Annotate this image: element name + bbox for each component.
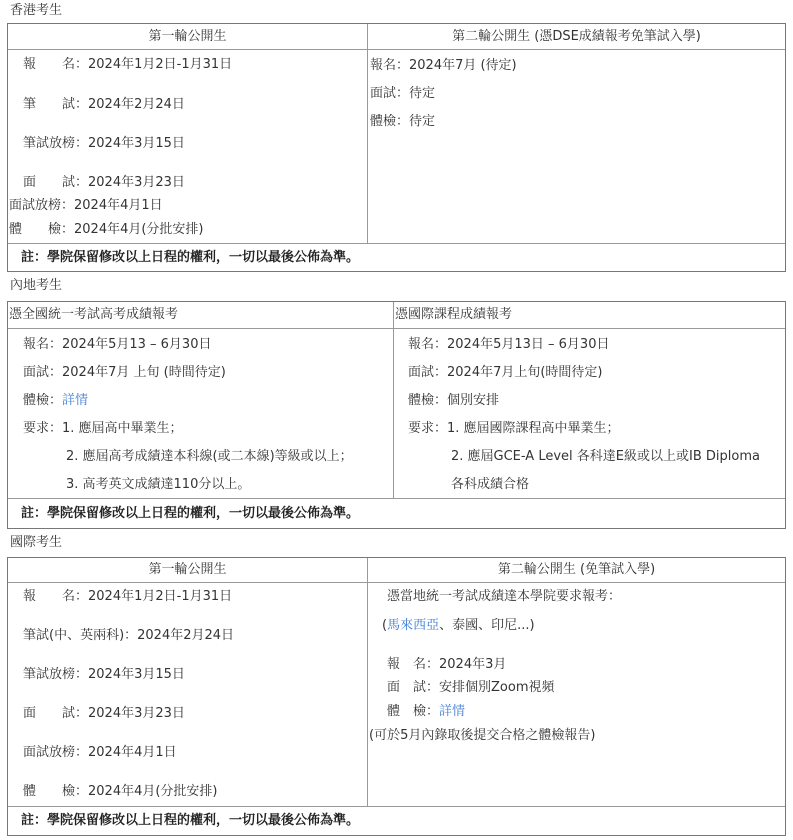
intl-interview: 面 試：2024年3月23日 [23, 706, 185, 721]
hk-written-exam: 筆 試：2024年2月24日 [23, 97, 185, 112]
ml-intl-interview: 面試：2024年7月上旬(時間待定) [408, 365, 603, 380]
ml-col2-header: 憑國際課程成績報考 [395, 307, 513, 322]
ml-intl-requirement-2: 2. 應屆GCE-A Level 各科達E級或以上或IB Diploma [451, 449, 760, 464]
ml-intl-requirement-1: 要求：1. 應屆國際課程高中畢業生； [408, 421, 620, 436]
ml-medical [23, 392, 88, 410]
ml-requirement-3: 3. 高考英文成績達110分以上。 [66, 477, 251, 492]
hk-note: 註：學院保留修改以上日程的權利，一切以最後公佈為準。 [21, 250, 360, 265]
ml-interview: 面試：2024年7月 上旬 (時間待定) [23, 365, 226, 380]
ml-intl-medical: 體檢：個別安排 [408, 393, 500, 408]
intl-r2-medical-label: 體 檢： [387, 704, 440, 719]
hk-r2-interview: 面試：待定 [370, 86, 436, 101]
intl-r2-interview: 面 試：安排個別Zoom視頻 [387, 680, 555, 695]
ml-requirement-2: 2. 應屆高考成績達本科線(或二本線)等級或以上； [66, 449, 353, 464]
intl-registration: 報 名：2024年1月2日-1月31日 [23, 589, 233, 604]
intl-medical: 體 檢：2024年4月(分批安排) [23, 784, 218, 799]
ml-registration: 報名：2024年5月13 – 6月30日 [23, 337, 212, 352]
ml-requirement-1: 要求：1. 應屆高中畢業生； [23, 421, 183, 436]
intl-r2-countries: (馬來西亞、泰國、印尼...) [382, 618, 535, 633]
intl-written-exam: 筆試(中、英兩科)：2024年2月24日 [23, 628, 235, 643]
hk-col1-header: 第一輪公開生 [148, 29, 227, 44]
hk-medical: 體 檢：2024年4月(分批安排) [9, 222, 204, 237]
intl-heading: 國際考生 [10, 535, 63, 550]
ml-intl-registration: 報名：2024年5月13日 – 6月30日 [408, 337, 610, 352]
intl-col1-header: 第一輪公開生 [148, 562, 227, 577]
intl-r2-registration: 報 名：2024年3月 [387, 657, 507, 672]
ml-heading: 內地考生 [10, 278, 63, 293]
hk-table [7, 23, 786, 272]
hk-interview: 面 試：2024年3月23日 [23, 175, 185, 190]
hk-col2-header: 第二輪公開生 (憑DSE成績報考免筆試入學) [452, 29, 701, 44]
intl-r2-medical [387, 703, 465, 721]
intl-note: 註：學院保留修改以上日程的權利，一切以最後公佈為準。 [21, 813, 360, 828]
ml-note: 註：學院保留修改以上日程的權利，一切以最後公佈為準。 [21, 506, 360, 521]
hk-registration: 報 名：2024年1月2日-1月31日 [23, 57, 233, 72]
hk-interview-result: 面試放榜：2024年4月1日 [9, 198, 163, 213]
malaysia-link[interactable]: 馬來西亞 [387, 618, 440, 633]
intl-r2-intro: 憑當地統一考試成績達本學院要求報考： [387, 589, 622, 604]
ml-medical-label: 體檢： [23, 393, 63, 408]
ml-medical-details-link[interactable]: 詳情 [62, 393, 89, 408]
intl-table [7, 557, 786, 836]
intl-col2-header: 第二輪公開生 (免筆試入學) [497, 562, 656, 577]
ml-intl-requirement-2-cont: 各科成績合格 [451, 477, 530, 492]
ml-col1-header: 憑全國統一考試高考成績報考 [9, 307, 179, 322]
intl-medical-details-link[interactable]: 詳情 [439, 704, 466, 719]
intl-written-result: 筆試放榜：2024年3月15日 [23, 667, 185, 682]
intl-interview-result: 面試放榜：2024年4月1日 [23, 745, 177, 760]
hk-written-result: 筆試放榜：2024年3月15日 [23, 136, 185, 151]
ml-table [7, 301, 786, 529]
hk-r2-medical: 體檢：待定 [370, 114, 436, 129]
intl-r2-footnote: (可於5月內錄取後提交合格之體檢報告) [369, 728, 596, 743]
hk-heading: 香港考生 [10, 3, 63, 18]
hk-r2-registration: 報名：2024年7月 (待定) [370, 58, 517, 73]
